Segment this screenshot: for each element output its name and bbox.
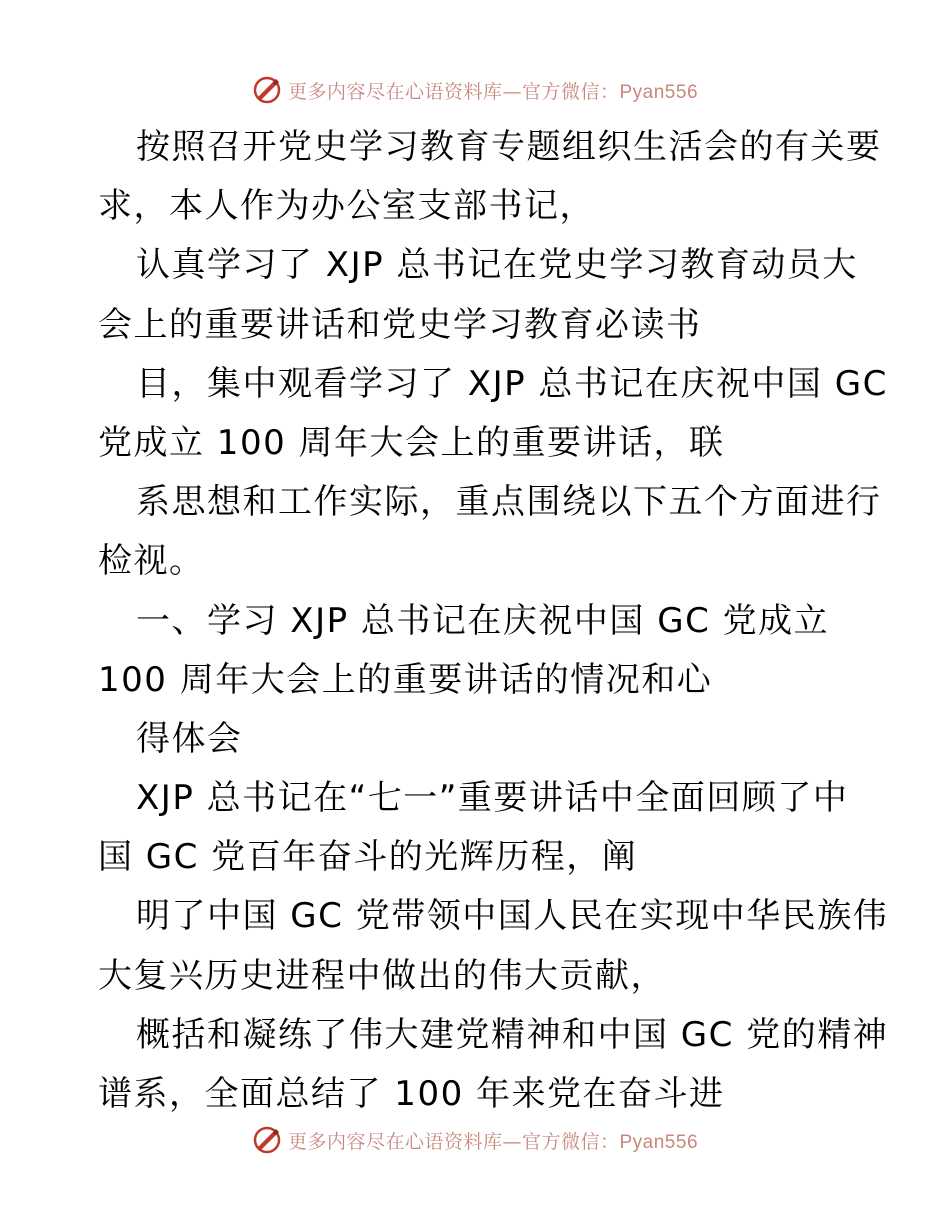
text-line: 目，集中观看学习了 XJP 总书记在庆祝中国 GC [136, 363, 888, 404]
footer-watermark [0, 1120, 950, 1160]
text-line: 求，本人作为办公室支部书记， [98, 186, 595, 227]
text-line: 大复兴历史进程中做出的伟大贡献， [98, 955, 666, 996]
red-pen-circle-logo-icon [252, 75, 282, 105]
text-line: 谱系，全面总结了 100 年来党在奋斗进 [98, 1074, 725, 1114]
text-line: XJP 总书记在“七一”重要讲话中全面回顾了中 [136, 778, 849, 819]
text-line: 认真学习了 XJP 总书记在党史学习教育动员大 [136, 245, 858, 286]
text-line: 党成立 100 周年大会上的重要讲话，联 [98, 422, 725, 463]
text-line: 按照召开党史学习教育专题组织生活会的有关要 [136, 127, 882, 167]
header-watermark [0, 70, 950, 110]
text-line: 国 GC 党百年奋斗的光辉历程，阐 [98, 837, 638, 878]
text-line: 明了中国 GC 党带领中国人民在实现中华民族伟 [136, 896, 889, 937]
text-line: 检视。 [98, 541, 205, 582]
document-body [98, 118, 889, 1124]
text-line: 一、学习 XJP 总书记在庆祝中国 GC 党成立 [136, 600, 830, 641]
text-line: 得体会 [136, 718, 243, 759]
red-pen-circle-logo-icon [252, 1125, 282, 1155]
watermark-text: 更多内容尽在心语资料库—官方微信：Pyan556 [287, 1130, 699, 1153]
watermark-text: 更多内容尽在心语资料库—官方微信：Pyan556 [287, 80, 699, 103]
text-line: 系思想和工作实际，重点围绕以下五个方面进行 [136, 482, 882, 523]
text-line: 100 周年大会上的重要讲话的情况和心 [98, 659, 713, 700]
text-line: 概括和凝练了伟大建党精神和中国 GC 党的精神 [136, 1014, 889, 1055]
text-line: 会上的重要讲话和党史学习教育必读书 [98, 304, 702, 345]
